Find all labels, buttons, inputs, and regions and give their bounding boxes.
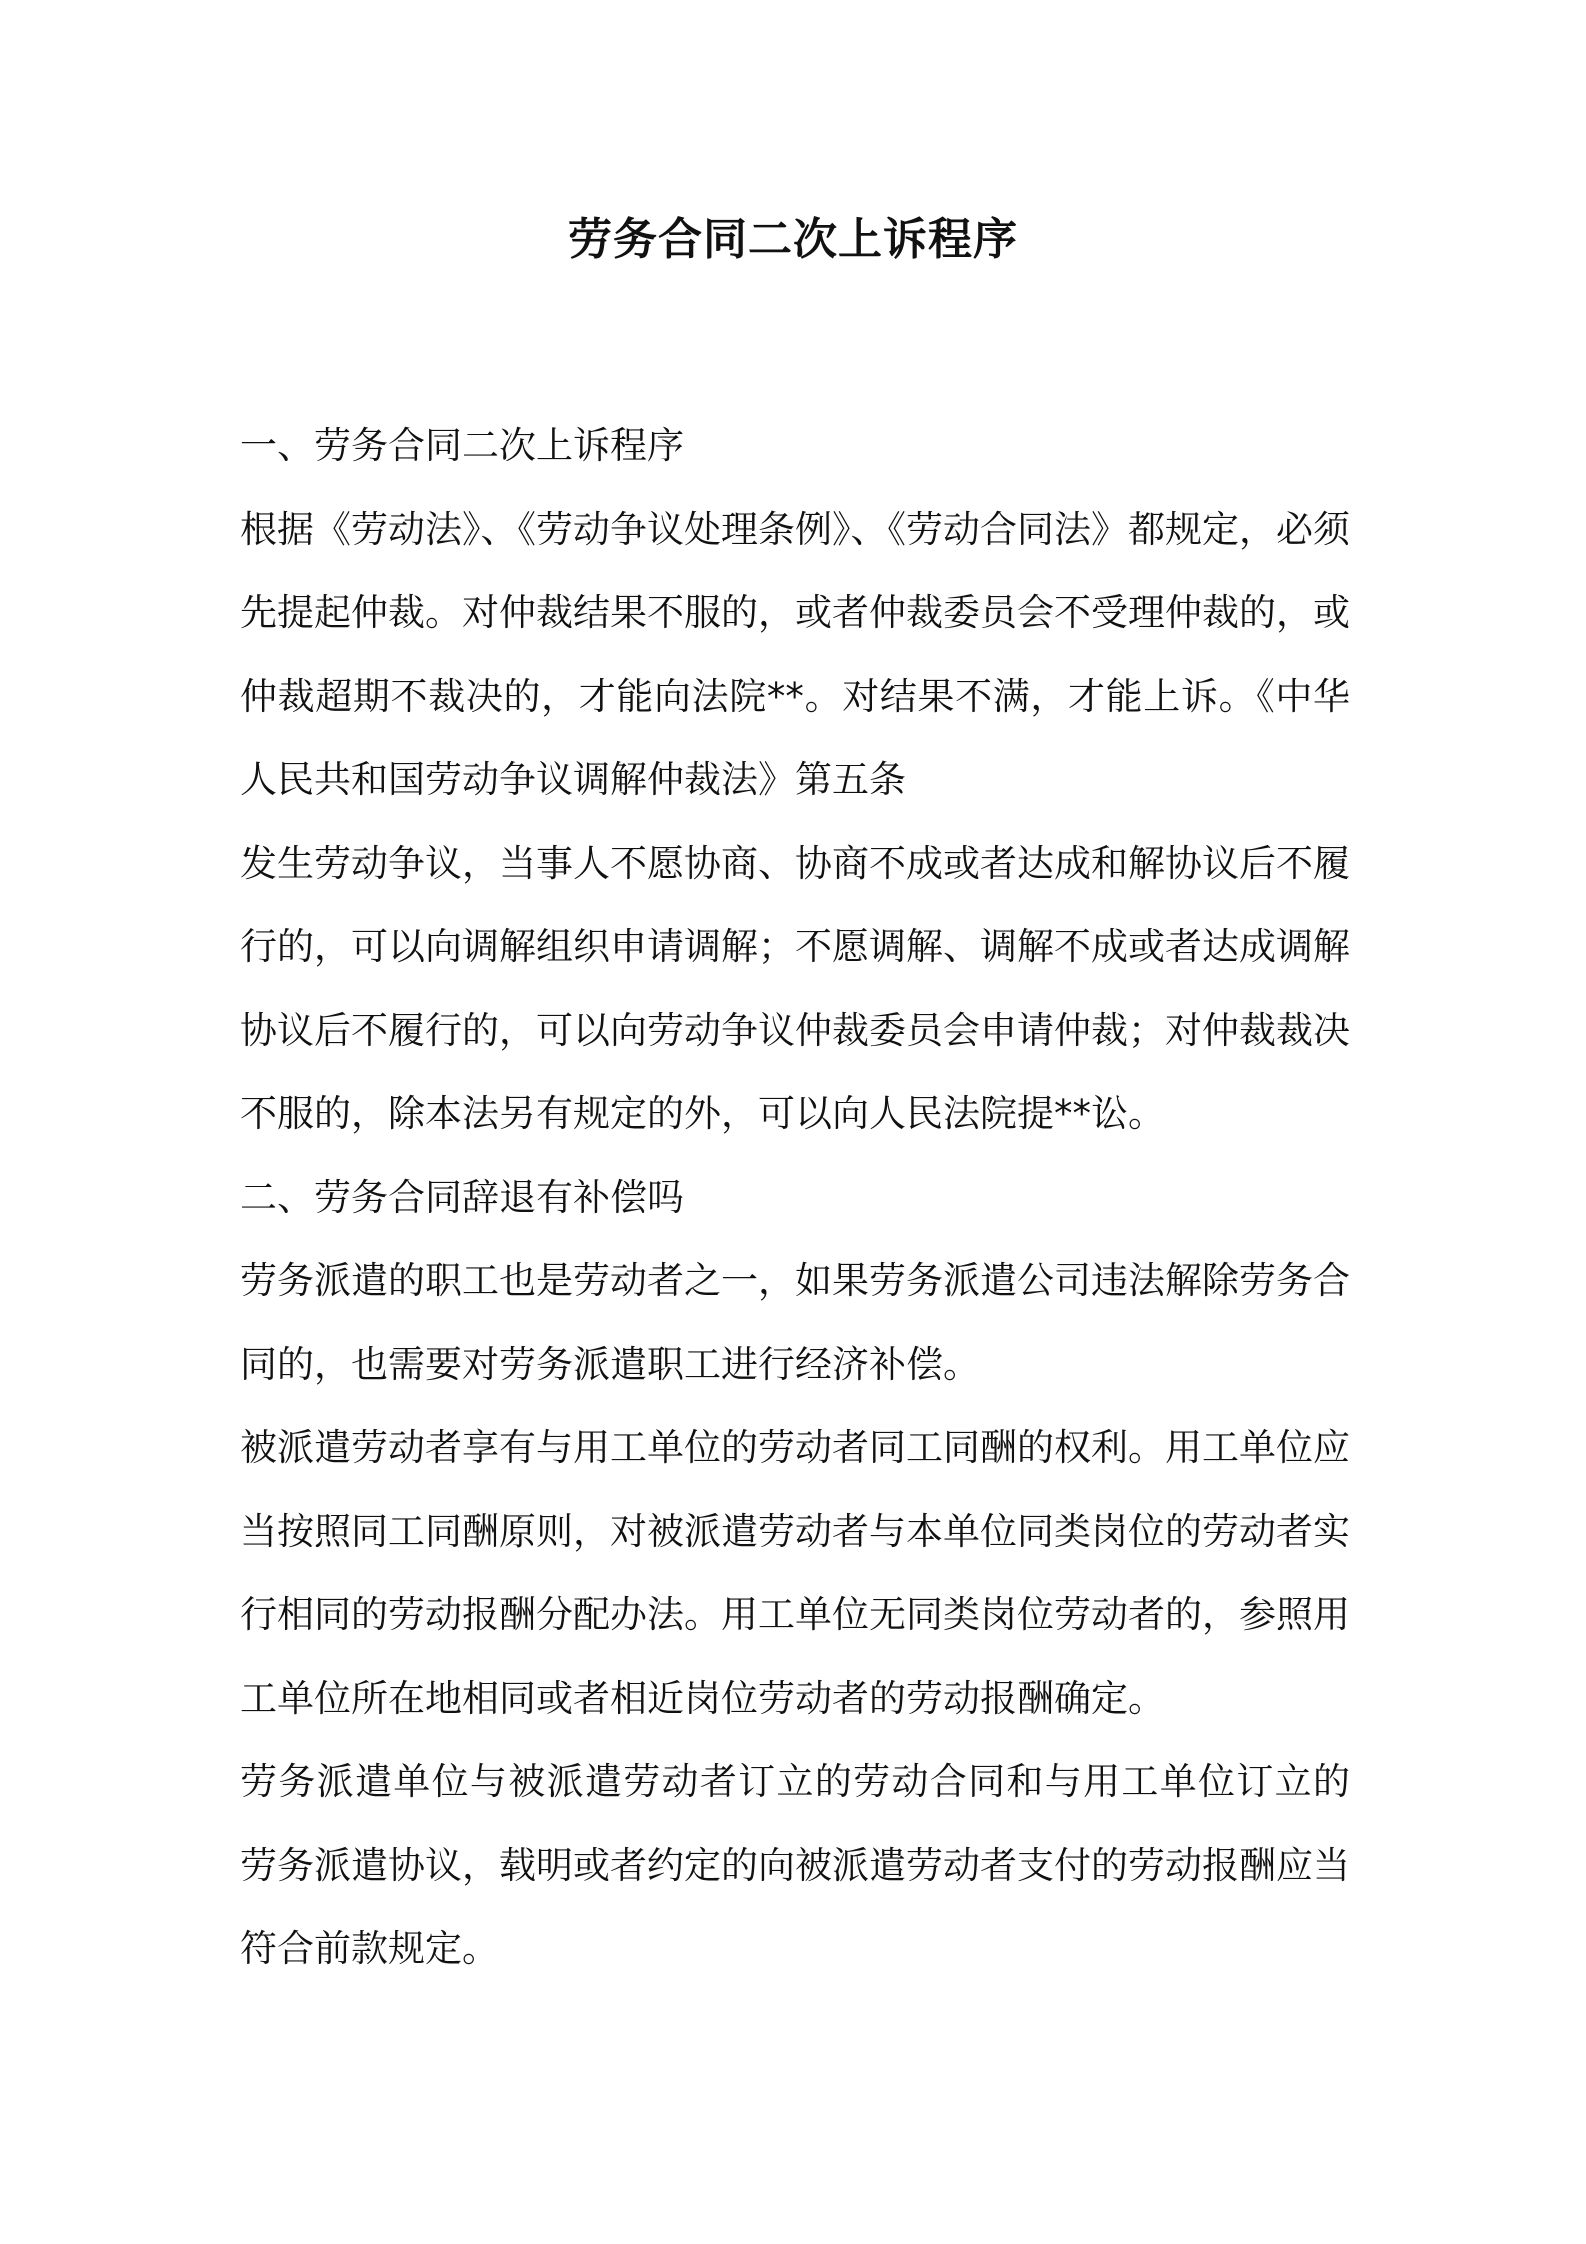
body-line: 劳务派遣协议，载明或者约定的向被派遣劳动者支付的劳动报酬应当	[240, 1843, 1350, 1887]
body-line: 不服的，除本法另有规定的外，可以向人民法院提**讼。	[240, 1092, 1165, 1135]
document-title: 劳务合同二次上诉程序	[568, 214, 1018, 265]
body-line: 劳务派遣的职工也是劳动者之一，如果劳务派遣公司违法解除劳务合	[240, 1259, 1350, 1302]
body-line: 劳务派遣单位与被派遣劳动者订立的劳动合同和与用工单位订立的	[240, 1760, 1350, 1803]
body-line: 行的，可以向调解组织申请调解；不愿调解、调解不成或者达成调解	[240, 925, 1350, 968]
body-line: 先提起仲裁。对仲裁结果不服的，或者仲裁委员会不受理仲裁的，或	[240, 591, 1350, 634]
body-line: 协议后不履行的，可以向劳动争议仲裁委员会申请仲裁；对仲裁裁决	[240, 1008, 1350, 1052]
body-line: 根据《劳动法》、《劳动争议处理条例》、《劳动合同法》都规定，必须	[240, 507, 1350, 551]
body-line: 当按照同工同酬原则，对被派遣劳动者与本单位同类岗位的劳动者实	[240, 1509, 1350, 1553]
body-line: 行相同的劳动报酬分配办法。用工单位无同类岗位劳动者的，参照用	[240, 1593, 1350, 1636]
body-line: 工单位所在地相同或者相近岗位劳动者的劳动报酬确定。	[240, 1676, 1165, 1720]
body-line: 同的，也需要对劳务派遣职工进行经济补偿。	[240, 1342, 980, 1386]
section-heading-1: 一、劳务合同二次上诉程序	[240, 424, 684, 467]
document-body	[240, 404, 1350, 1991]
body-line: 人民共和国劳动争议调解仲裁法》第五条	[240, 758, 906, 801]
body-line: 发生劳动争议，当事人不愿协商、协商不成或者达成和解协议后不履	[240, 841, 1350, 885]
body-line: 被派遣劳动者享有与用工单位的劳动者同工同酬的权利。用工单位应	[240, 1426, 1350, 1469]
section-heading-2: 二、劳务合同辞退有补偿吗	[240, 1175, 684, 1219]
body-line: 仲裁超期不裁决的，才能向法院**。对结果不满，才能上诉。《中华	[240, 674, 1350, 718]
body-line: 符合前款规定。	[240, 1927, 499, 1970]
